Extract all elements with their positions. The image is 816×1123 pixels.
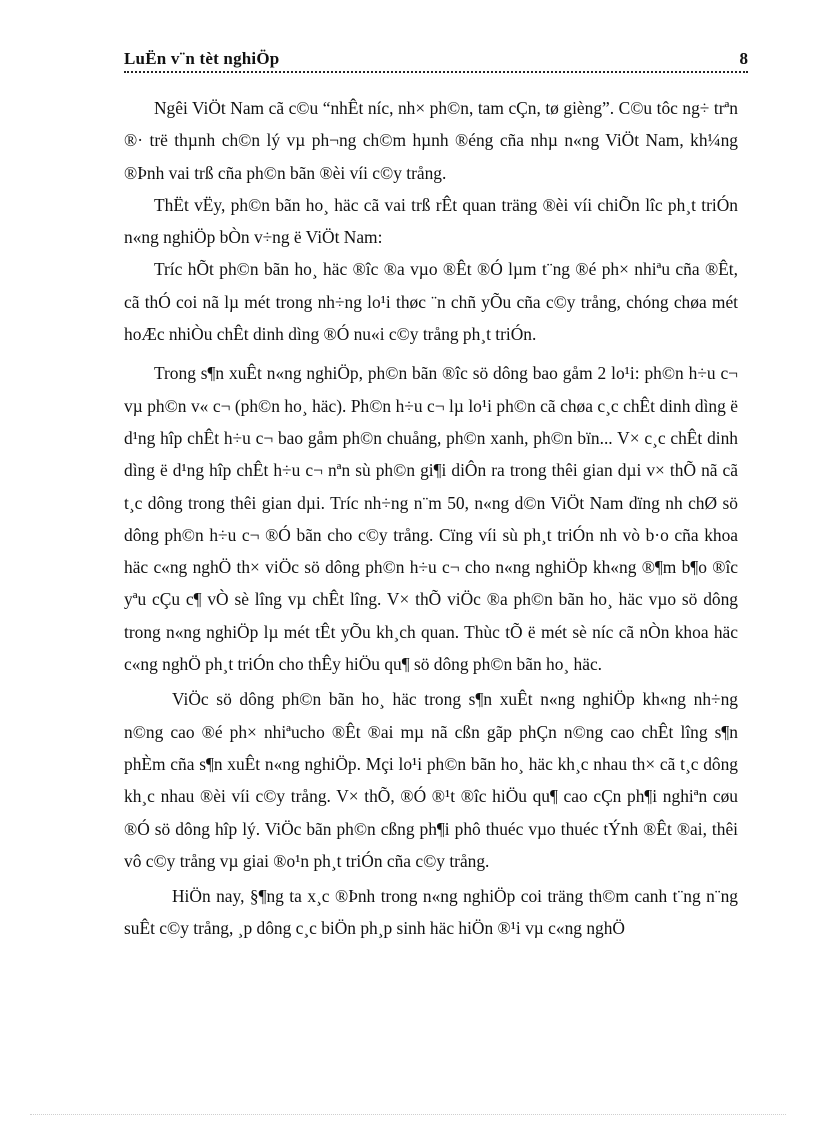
paragraph-proverb: Ngêi ViÖt Nam cã c©u “nhÊt níc, nh× ph©n, tam cÇn, tø gièng”. C©u tôc ng÷ trªn ®· trë thµnh ch©n lý vµ ph¬ng ch©m hµnh ®éng cña nhµ n«ng ViÖt Nam, kh¼ng ®Þnh vai trß cña ph©n bãn ®èi víi c©y trång. — [124, 98, 738, 183]
header-divider — [124, 71, 748, 73]
paragraph-current-policy: HiÖn nay, §¶ng ta x¸c ®Þnh trong n«ng nghiÖp coi träng th©m canh t¨ng n¨ng suÊt c©y trång, ¸p dông c¸c biÖn ph¸p sinh häc hiÖn ®¹i vµ c«ng nghÖ — [124, 886, 738, 939]
paragraph-fertilizer-types: Trong s¶n xuÊt n«ng nghiÖp, ph©n bãn ®îc sö dông bao gåm 2 lo¹i: ph©n h÷u c¬ vµ ph©n v« c¬ (ph©n ho¸ häc). Ph©n h÷u c¬ lµ lo¹i ph©n cã chøa c¸c chÊt dinh dìng ë d¹ng hîp chÊt h÷u c¬ bao gåm ph©n chuång, ph©n xanh, ph©n bïn... V× c¸c chÊt dinh dìng ë d¹ng hîp chÊt h÷u c¬ nªn sù ph©n gi¶i diÔn ra trong thêi gian dµi v× thÕ nã cã t¸c dông trong thêi gian dµi. Tríc nh÷ng n¨m 50, n«ng d©n ViÖt Nam dïng nh chØ sö dông ph©n h÷u c¬ ®Ó bãn cho c©y trång. Cïng víi sù ph¸t triÓn nh vò b·o cña khoa häc c«ng nghÖ th× viÖc sö dông ph©n h÷u c¬ cho n«ng nghiÖp kh«ng ®¶m b¶o ®îc yªu cÇu c¶ vÒ sè lîng vµ chÊt lîng. V× thÕ viÖc ®a ph©n bãn ho¸ häc vµo sö dông trong n«ng nghiÖp lµ mét tÊt yÕu kh¸ch quan. Thùc tÕ ë mét sè níc cã nÒn khoa häc c«ng nghÖ ph¸t triÓn cho thÊy hiÖu qu¶ sö dông ph©n bãn ho¸ häc. — [124, 363, 738, 675]
header-title: LuËn v¨n tèt nghiÖp — [124, 49, 280, 68]
page-number: 8 — [739, 49, 748, 68]
paragraph-soil-fertility: Tríc hÕt ph©n bãn ho¸ häc ®îc ®a vµo ®Êt ®Ó lµm t¨ng ®é ph× nhiªu cña ®Êt, cã thÓ coi nã lµ mét trong nh÷ng lo¹i thøc ¨n chñ yÕu cña c©y trång, chóng chøa mét hoÆc nhiÒu chÊt dinh dìng ®Ó nu«i c©y trång ph¸t triÓn. — [124, 259, 738, 345]
page-bottom-divider — [30, 1114, 786, 1115]
page-header — [124, 49, 748, 73]
document-body — [124, 92, 738, 945]
paragraph-role-of-fertilizer: ThËt vËy, ph©n bãn ho¸ häc cã vai trß rÊt quan träng ®èi víi chiÕn lîc ph¸t triÓn n«ng nghiÖp bÒn v÷ng ë ViÖt Nam: — [124, 194, 738, 248]
paragraph-chemical-usage: ViÖc sö dông ph©n bãn ho¸ häc trong s¶n xuÊt n«ng nghiÖp kh«ng nh÷ng n©ng cao ®é ph× nhiªucho ®Êt ®ai mµ nã cßn gãp phÇn n©ng cao chÊt lîng s¶n phÈm cña s¶n xuÊt n«ng nghiÖp. Mçi lo¹i ph©n bãn ho¸ häc kh¸c nhau th× cã t¸c dông kh¸c nhau ®èi víi c©y trång. V× thÕ, ®Ó ®¹t ®îc hiÖu qu¶ cao cÇn ph¶i nghiªn cøu ®Ó sö dông hîp lý. ViÖc bãn ph©n cßng ph¶i phô thuéc vµo thuéc tÝnh ®Êt ®ai, thêi vô c©y trång vµ giai ®o¹n ph¸t triÓn cña c©y trång. — [124, 689, 738, 871]
